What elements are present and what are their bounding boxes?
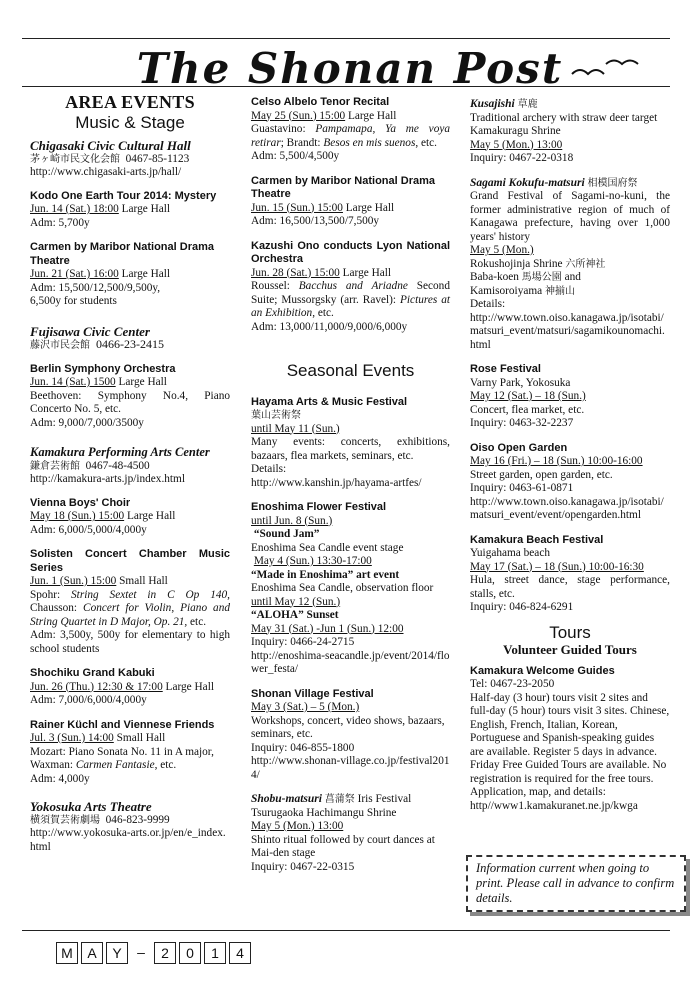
event-shochiku [30, 667, 230, 708]
location-jp-name: 神揃山 [544, 285, 575, 297]
venue-url[interactable]: http://www.yokosuka-arts.or.jp/en/e_index.html [30, 827, 226, 853]
composer: ; Brandt: [280, 136, 324, 149]
subevent-date: May 31 (Sat.) -Jun 1 (Sun.) 12:00 [251, 622, 404, 635]
event-title: Carmen by Maribor National Drama Theatre [251, 174, 435, 200]
event-admission: Adm: 4,000y [30, 772, 90, 785]
date-char: 0 [179, 942, 201, 964]
event-oiso [470, 442, 670, 523]
work-title: Bacchus and Ariadne [298, 280, 408, 292]
event-date: Jul. 3 (Sun.) 14:00 [30, 732, 114, 744]
event-details-label: Details: [251, 463, 287, 475]
event-inquiry: Inquiry: 046-855-1800 [251, 741, 355, 754]
event-inquiry: Inquiry: 0467-22-0318 [470, 152, 574, 164]
subevent-date: until May 12 (Sun.) [251, 595, 341, 608]
volunteer-tours-subheading: Volunteer Guided Tours [503, 642, 637, 657]
work-title: String Sextet in C Op 140, [71, 588, 231, 601]
tour-url[interactable]: http//www1.kamakuranet.ne.jp/kwga [470, 799, 638, 812]
event-date: until Jun. 8 (Sun.) [251, 514, 333, 527]
event-jp-name: 菖蒲祭 [324, 794, 355, 805]
work-title: Besos en mis suenos [323, 136, 416, 149]
venue-tel: 0466-23-2415 [96, 337, 164, 351]
program-etc: , etc. [415, 136, 437, 149]
event-admission: Adm: 13,000/11,000/9,000/6,000y [251, 320, 408, 333]
masthead-top-rule [22, 38, 670, 39]
event-title: Rose Festival [470, 363, 541, 375]
location-jp-name: 六所神社 [565, 258, 606, 270]
event-date: May 5 (Mon.) 13:00 [470, 138, 563, 151]
date-char: Y [106, 942, 128, 964]
event-date: Jun. 26 (Thu.) 12:30 & 17:00 [30, 680, 163, 693]
masthead-title: The Shonan Post [136, 44, 564, 93]
event-program [30, 589, 230, 628]
event-title: Oiso Open Garden [470, 441, 568, 454]
column-right [470, 98, 670, 824]
event-description: Traditional archery with straw deer target [470, 111, 658, 124]
venue-name: Chigasaki Civic Cultural Hall [30, 138, 191, 153]
event-place: Kamakuragu Shrine [470, 125, 561, 137]
event-berlin [30, 363, 230, 431]
event-place: Varny Park, Yokosuka [470, 376, 571, 389]
event-date: May 5 (Mon.) 13:00 [251, 820, 344, 832]
event-date: Jun. 21 (Sat.) 16:00 [30, 268, 119, 280]
event-date: Jun. 1 (Sun.) 15:00 [30, 575, 117, 587]
venue-tel: 046-823-9999 [105, 813, 170, 826]
event-admission: Adm: 9,000/7,000/3500y [30, 416, 144, 429]
event-celso [251, 96, 450, 164]
event-sagami [470, 177, 670, 353]
venue-yokosuka [30, 800, 230, 854]
tour-kamakura-welcome [470, 665, 670, 814]
event-admission: Adm: 5,500/4,500y [251, 150, 340, 162]
location-name: Baba-koen [470, 271, 522, 283]
venue-jp-name: 鎌倉芸術館 [30, 460, 80, 472]
event-title: Celso Albelo Tenor Recital [251, 96, 390, 108]
venue-jp-name: 藤沢市民会館 [30, 340, 90, 351]
event-program: Beethoven: Symphony No.4, Piano Concerto No. 5, etc. [30, 389, 230, 415]
event-inquiry: Inquiry: 0463-61-0871 [470, 482, 574, 494]
tour-title: Kamakura Welcome Guides [470, 664, 615, 677]
program-text: Mozart: Piano Sonata No. 11 in A major, Waxman: [30, 745, 214, 771]
venue-jp-name: 横須賀芸術劇場 [30, 814, 100, 826]
event-admission-note: 6,500y for students [30, 295, 117, 307]
date-char: – [137, 944, 145, 960]
event-place: Large Hall [345, 109, 397, 122]
event-place: Tsurugaoka Hachimangu Shrine [251, 806, 397, 819]
composer: Second Suite; Mussorgsky (arr. Ravel): [251, 280, 450, 306]
composer: Spohr: [30, 588, 72, 601]
event-beach [470, 534, 670, 615]
location-jp-name: 馬場公園 [521, 272, 562, 283]
venue-kamakura [30, 446, 230, 786]
event-title: Kusajishi [470, 98, 515, 110]
event-shobu [251, 793, 450, 874]
event-title: Shochiku Grand Kabuki [30, 667, 155, 679]
event-place: Large Hall [124, 510, 176, 522]
event-title: Berlin Symphony Orchestra [30, 362, 176, 375]
event-title: Carmen by Maribor National Drama Theatre [30, 241, 214, 267]
event-place: Large Hall [118, 203, 171, 215]
work-title: Carmen Fantasie [75, 759, 155, 771]
event-url[interactable]: http://www.kanshin.jp/hayama-artfes/ [251, 476, 422, 489]
event-inquiry: Inquiry: 0466-24-2715 [251, 636, 355, 648]
event-description: Hula, street dance, stage performance, stalls, etc. [470, 574, 670, 600]
date-char: 1 [204, 942, 226, 964]
seasonal-events-heading: Seasonal Events [286, 361, 415, 380]
subevent-date: May 4 (Sun.) 13:30-17:00 [253, 555, 372, 567]
event-title: Rainer Küchl and Viennese Friends [30, 718, 215, 731]
event-shonan-village [251, 688, 450, 783]
subevent-venue: Enoshima Sea Candle, observation floor [251, 582, 434, 594]
event-title: Solisten Concert Chamber Music Series [30, 548, 230, 574]
event-title: Kamakura Beach Festival [470, 533, 604, 546]
venue-jp-name: 茅ヶ崎市民文化会館 [30, 153, 120, 165]
event-date: Jun. 28 (Sat.) 15:00 [251, 266, 340, 279]
event-place: Large Hall [115, 376, 167, 388]
event-place: Large Hall [118, 268, 171, 280]
masthead-bottom-rule [22, 86, 670, 87]
seagulls-icon [570, 56, 640, 82]
program-etc: , etc. [312, 307, 334, 319]
event-inquiry: Inquiry: 0467-22-0315 [251, 860, 355, 873]
venue-name: Fujisawa Civic Center [30, 323, 150, 339]
event-program [30, 746, 214, 772]
composer: Roussel: [251, 280, 299, 292]
event-place: Large Hall [339, 266, 392, 279]
event-kodo [30, 190, 230, 231]
composer: Guastavino: [251, 123, 316, 135]
event-place: Small Hall [116, 575, 168, 587]
work-title: Pampamapa, Ya me voya retirar [251, 123, 451, 149]
event-enoshima [251, 501, 450, 677]
event-description: Workshops, concert, video shows, bazaars, seminars, etc. [251, 714, 445, 740]
column-middle [251, 96, 450, 885]
issue-date [56, 942, 251, 964]
work-title: Concert for Violin, Piano and String Quartet in D Major, Op. 21, [30, 602, 231, 628]
event-place: Small Hall [113, 732, 166, 744]
event-details-label: Details: [470, 298, 506, 310]
event-vienna [30, 497, 230, 538]
date-char: 2 [154, 942, 176, 964]
composer: Chausson: [30, 602, 84, 614]
event-description: Concert, flea market, etc. [470, 403, 585, 416]
event-date: May 18 (Sun.) 15:00 [30, 510, 125, 522]
event-admission: Adm: 15,500/12,500/9,500y, [30, 281, 161, 294]
event-place: Large Hall [162, 680, 214, 693]
event-date: May 5 (Mon.) [470, 244, 534, 256]
event-date: Jun. 15 (Sun.) 15:00 [251, 201, 343, 214]
event-title: Kodo One Earth Tour 2014: Mystery [30, 189, 217, 202]
event-title: Vienna Boys' Choir [30, 496, 131, 509]
subevent-venue: Enoshima Sea Candle event stage [251, 541, 404, 554]
event-description: Grand Festival of Sagami-no-kuni, the former administrative region of much of Kanagawa prefecture, having over 1,000 years' history [470, 190, 670, 243]
venue-tel: 0467-48-4500 [85, 459, 150, 472]
event-place: Large Hall [342, 201, 395, 214]
program-etc: , etc. [154, 759, 177, 771]
event-admission: Adm: 6,000/5,000/4,000y [30, 523, 147, 536]
event-title: Sagami Kokufu-matsuri [470, 176, 585, 189]
event-description: Many events: concerts, exhibitions, bazaars, flea markets, seminars, etc. [251, 436, 450, 462]
tour-tel: Tel: 0467-23-2050 [470, 678, 555, 690]
event-description: Shinto ritual followed by court dances at Mai-den stage [251, 833, 435, 859]
event-solisten [30, 548, 230, 656]
event-carmen-kamakura [251, 175, 450, 229]
venue-url[interactable]: http://kamakura-arts.jp/index.html [30, 473, 185, 485]
event-admission: Adm: 3,500y, 500y for elementary to high school students [30, 629, 230, 655]
event-title: Shonan Village Festival [251, 687, 374, 700]
info-notice: Information current when going to print. Please call in advance to confirm details. [466, 855, 686, 912]
event-url[interactable]: http://www.town.oiso.kanagawa.jp/isotabi/matsuri_event/event/opengarden.html [470, 495, 664, 521]
event-title: Hayama Arts & Music Festival [251, 395, 408, 408]
event-carmen-chigasaki [30, 241, 230, 309]
event-url[interactable]: http://enoshima-seacandle.jp/event/2014/flower_festa/ [251, 649, 450, 675]
event-jp-name: 葉山芸術祭 [251, 410, 301, 421]
venue-url[interactable]: http://www.chigasaki-arts.jp/hall/ [30, 166, 182, 178]
event-hayama [251, 396, 450, 491]
subevent-title: “Sound Jam” [253, 528, 320, 540]
area-events-heading: AREA EVENTS [65, 92, 195, 112]
event-admission: Adm: 16,500/13,500/7,500y [251, 215, 380, 227]
venue-name: Yokosuka Arts Theatre [30, 799, 152, 814]
program-etc: etc. [187, 615, 207, 628]
venue-fujisawa [30, 325, 230, 431]
event-date: May 25 (Sun.) 15:00 [251, 109, 346, 122]
event-url[interactable]: http://www.town.oiso.kanagawa.jp/isotabi/matsuri_event/matsuri/sagamikounomachi.html [470, 311, 665, 351]
location-name: Kamisoroiyama [470, 284, 545, 297]
event-date: May 3 (Sat.) – 5 (Mon.) [251, 701, 360, 713]
event-title: Shobu-matsuri [251, 793, 322, 805]
event-date: Jun. 14 (Sat.) 1500 [30, 376, 116, 388]
event-inquiry: Inquiry: 0463-32-2237 [470, 417, 574, 429]
event-admission: Adm: 7,000/6,000/4,000y [30, 694, 147, 706]
venue-name: Kamakura Performing Arts Center [30, 445, 210, 459]
event-jp-name: 相模国府祭 [587, 177, 638, 189]
event-date: Jun. 14 (Sat.) 18:00 [30, 203, 119, 215]
subevent-title: “Made in Enoshima” art event [251, 568, 400, 581]
event-title: Enoshima Flower Festival [251, 501, 387, 513]
event-url[interactable]: http://www.shonan-village.co.jp/festival2014/ [251, 755, 450, 781]
music-stage-heading: Music & Stage [75, 112, 185, 132]
event-jp-name: 草鹿 [517, 99, 538, 110]
event-program [251, 123, 450, 149]
location-conjunction: and [561, 271, 581, 283]
event-kazushi [251, 240, 450, 335]
event-rose [470, 363, 670, 431]
event-place: Yuigahama beach [470, 547, 550, 559]
column-area-events [30, 92, 231, 854]
event-admission: Adm: 5,700y [30, 216, 90, 229]
tours-heading: Tours [549, 622, 591, 642]
event-date: May 12 (Sat.) – 18 (Sun.) [470, 390, 586, 402]
event-title: Kazushi Ono conducts Lyon National Orchestra [251, 239, 450, 265]
event-description: Street garden, open garden, etc. [470, 468, 613, 481]
subevent-title: “ALOHA” Sunset [251, 609, 339, 621]
event-program [251, 280, 450, 319]
event-date: until May 11 (Sun.) [251, 422, 340, 435]
venue-chigasaki [30, 139, 230, 309]
footer-rule [22, 930, 670, 931]
event-kusajishi [470, 98, 670, 166]
date-char: A [81, 942, 103, 964]
location-name: Rokushojinja Shrine [470, 257, 566, 270]
event-rainer [30, 719, 230, 787]
venue-tel: 0467-85-1123 [125, 152, 190, 165]
event-date: May 16 (Fri.) – 18 (Sun.) 10:00-16:00 [470, 455, 643, 467]
date-char: 4 [229, 942, 251, 964]
work-title: Pictures at an Exhibition [251, 293, 450, 319]
event-inquiry: Inquiry: 046-824-6291 [470, 601, 574, 613]
tour-description: Half-day (3 hour) tours visit 2 sites and full-day (5 hour) tours visit 3 sites. Chinese, English, French, Italian, Korean, Portuguese and Spanish-speaking guides are available. Register 5 days in advance. Friday Free Guided Tours are available. No registration is required for the free tours. Application, map, and details: [470, 691, 670, 798]
event-date: May 17 (Sat.) – 18 (Sun.) 10:00-16:30 [470, 560, 644, 573]
date-char: M [56, 942, 78, 964]
event-title-english: Iris Festival [354, 793, 412, 805]
